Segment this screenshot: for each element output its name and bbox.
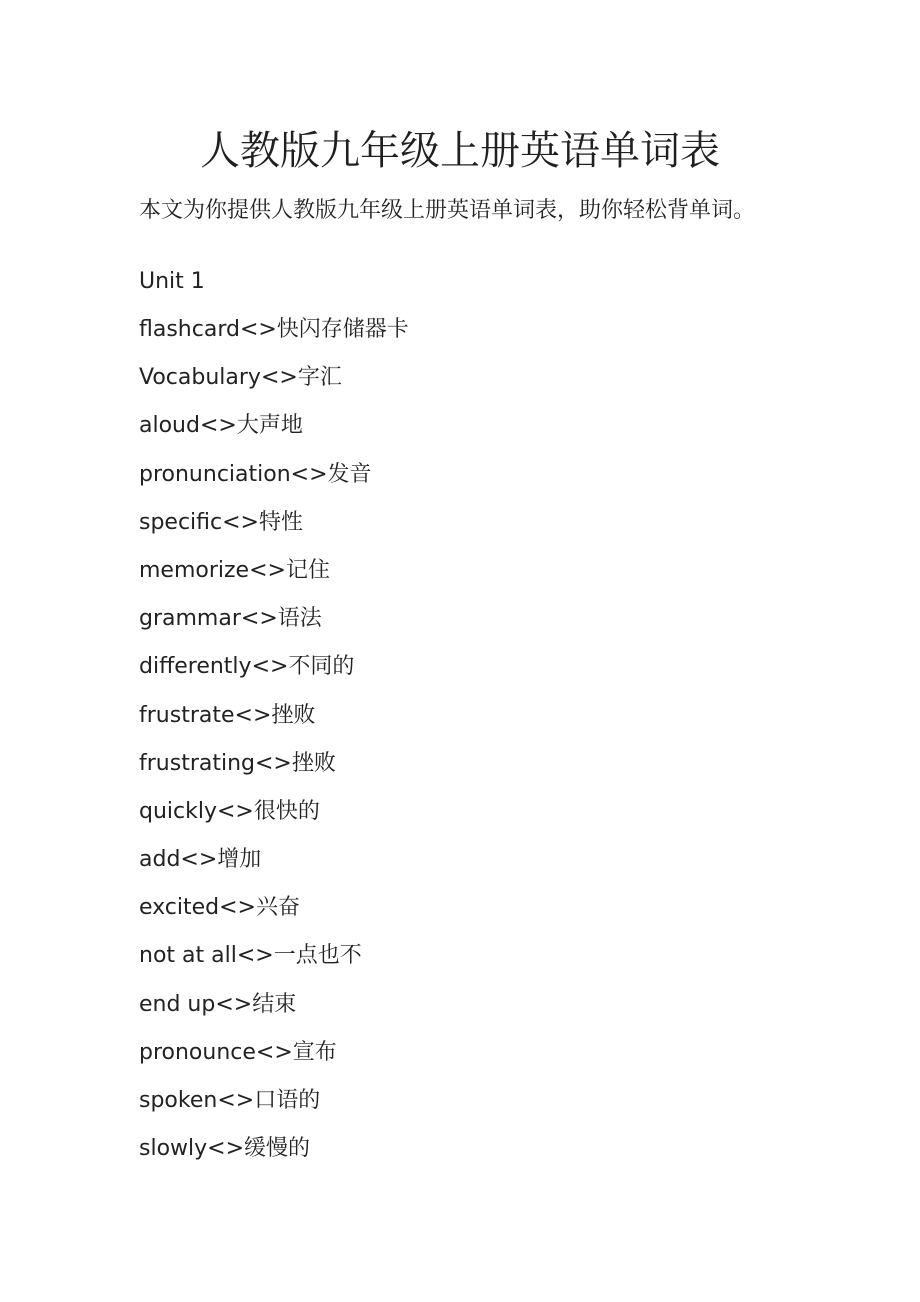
vocabulary-entry: not at all<>一点也不: [139, 943, 362, 969]
vocabulary-entry: frustrate<>挫败: [139, 702, 316, 728]
vocabulary-entry: aloud<>大声地: [139, 413, 303, 439]
document-intro: 本文为你提供人教版九年级上册英语单词表，助你轻松背单词。: [139, 198, 756, 223]
vocabulary-entry: memorize<>记住: [139, 557, 330, 583]
vocabulary-entry: pronounce<>宣布: [139, 1039, 337, 1065]
vocabulary-entry: add<>增加: [139, 847, 262, 873]
unit-heading: Unit 1: [139, 269, 205, 294]
document-title: 人教版九年级上册英语单词表: [200, 128, 720, 174]
vocabulary-entry: spoken<>口语的: [139, 1088, 321, 1113]
vocabulary-entry: flashcard<>快闪存储器卡: [139, 317, 409, 342]
vocabulary-list: [139, 313, 409, 1180]
vocabulary-entry: quickly<>很快的: [139, 798, 320, 824]
vocabulary-entry: end up<>结束: [139, 991, 297, 1017]
vocabulary-entry: frustrating<>挫败: [139, 750, 336, 776]
vocabulary-entry: specific<>特性: [139, 509, 303, 535]
vocabulary-entry: grammar<>语法: [139, 606, 322, 632]
vocabulary-entry: Vocabulary<>字汇: [139, 365, 342, 391]
vocabulary-entry: excited<>兴奋: [139, 895, 300, 921]
vocabulary-entry: slowly<>缓慢的: [139, 1136, 311, 1162]
vocabulary-entry: pronunciation<>发音: [139, 461, 372, 487]
vocabulary-entry: differently<>不同的: [139, 654, 355, 680]
